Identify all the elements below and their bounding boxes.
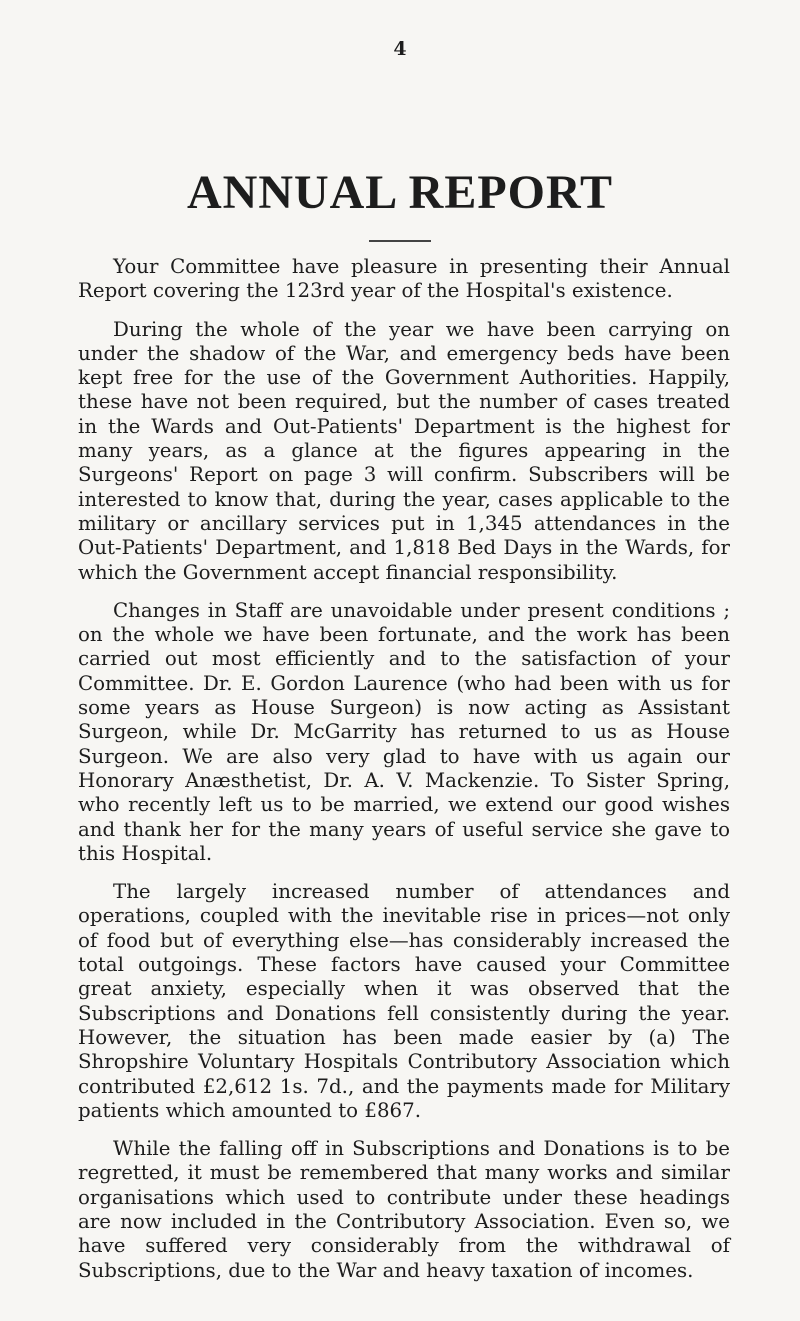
page-number: 4 (393, 38, 407, 60)
title-divider (369, 240, 431, 242)
paragraph-5: While the falling off in Subscriptions and Donations is to be regretted, it must be remembered that many works and similar organisations which used to contribute under these headings are now included in the Contributory Association. Even so, we have suffered very considerably from the withdrawal of Subscriptions, due to the War and heavy taxation of incomes. (78, 1137, 730, 1282)
paragraph-3: Changes in Staff are unavoidable under present conditions ; on the whole we have been fortunate, and the work has been carried out most efficiently and to the satisfaction of your Committee. Dr. E. Gordon Laurence (who had been with us for some years as House Surgeon) is now acting as Assistant Surgeon, while Dr. McGarrity has returned to us as House Surgeon. We are also very glad to have with us again our Honorary Anæsthetist, Dr. A. V. Mackenzie. To Sister Spring, who recently left us to be married, we extend our good wishes and thank her for the many years of useful service she gave to this Hospital. (78, 598, 730, 865)
paragraph-2: During the whole of the year we have been carrying on under the shadow of the War, and emergency beds have been kept free for the use of the Government Authorities. Happily, these have not been required, but the number of cases treated in the Wards and Out-Patients' Department is the highest for many years, as a glance at the figures appearing in the Surgeons' Report on page 3 will confirm. Subscribers will be interested to know that, during the year, cases applicable to the military or ancillary services put in 1,345 attendances in the Out-Patients' Department, and 1,818 Bed Days in the Wards, for which the Government accept financial responsibility. (78, 317, 730, 584)
paragraph-4: The largely increased number of attendances and operations, coupled with the inevitable rise in prices—not only of food but of everything else—has considerably increased the total outgoings. These factors have caused your Committee great anxiety, especially when it was observed that the Subscriptions and Donations fell consistently during the year. However, the situation has been made easier by (a) The Shropshire Voluntary Hospitals Contributory Association which contributed £2,612 1s. 7d., and the payments made for Military patients which amounted to £867. (78, 880, 730, 1122)
report-body (78, 255, 730, 1297)
page-title: ANNUAL REPORT (186, 166, 613, 219)
paragraph-1: Your Committee have pleasure in presenting their Annual Report covering the 123rd year of the Hospital's existence. (78, 255, 730, 303)
